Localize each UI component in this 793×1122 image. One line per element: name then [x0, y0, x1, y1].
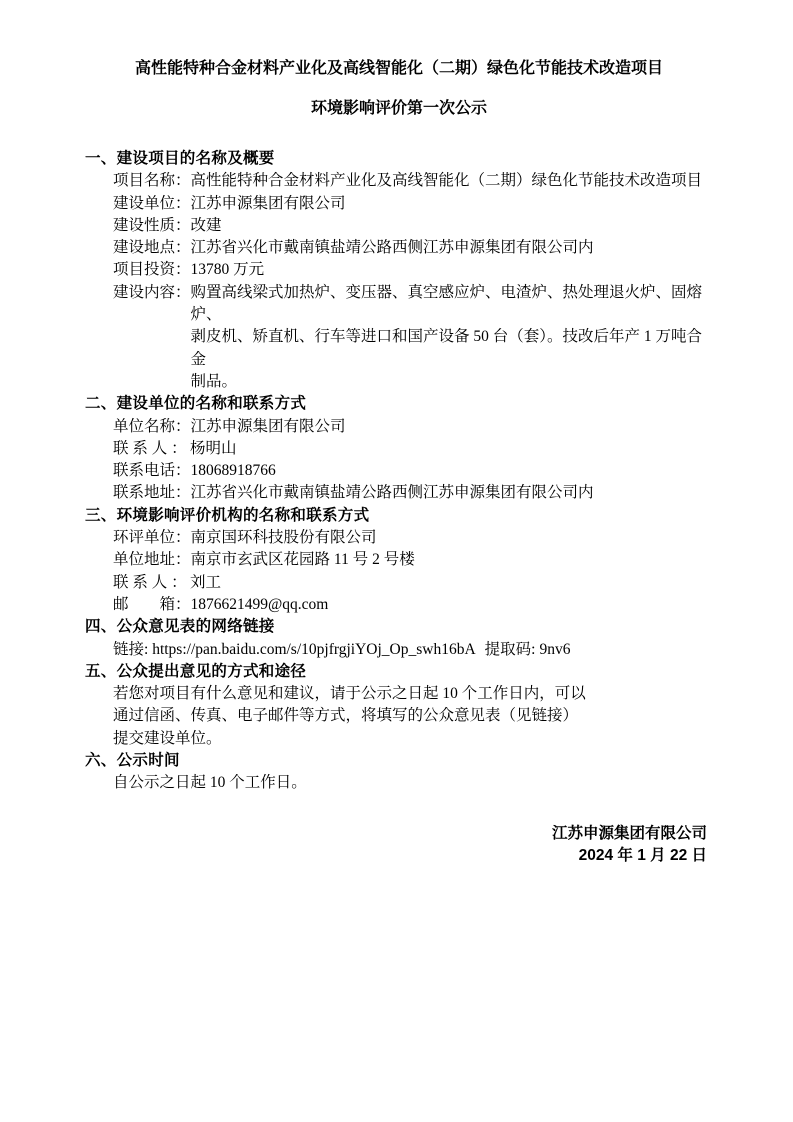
- field-eia-unit: [113, 527, 713, 549]
- section-6-number: 六、: [85, 752, 117, 770]
- field-value-multiline: [191, 282, 713, 393]
- field-label: 建设单位：: [113, 194, 191, 212]
- field-label: 项目名称：: [113, 172, 191, 190]
- section-4: [85, 616, 713, 661]
- extraction-code-value: 9nv6: [539, 640, 571, 658]
- paragraph-line: 自公示之日起 10 个工作日。: [113, 774, 307, 792]
- sections-container: [85, 148, 713, 795]
- section-5-heading: [85, 661, 713, 683]
- field-contact-person: [113, 438, 713, 460]
- field-value-line: 制品。: [190, 372, 238, 390]
- section-6-heading-text: 公示时间: [116, 752, 180, 770]
- signature-company: 江苏申源集团有限公司: [551, 824, 707, 842]
- section-6-heading: [85, 750, 713, 772]
- signature-block: [85, 823, 713, 868]
- section-2-heading: [85, 393, 713, 415]
- field-contact-address: [113, 482, 713, 504]
- field-label: 单位地址：: [113, 551, 191, 569]
- field-value-line: 购置高线梁式加热炉、变压器、真空感应炉、电渣炉、热处理退火炉、固熔炉、: [190, 283, 703, 324]
- field-label: 联 系 人 ：: [113, 573, 187, 591]
- field-label: 建设内容：: [113, 283, 191, 301]
- field-label: 联 系 人 ：: [113, 439, 187, 457]
- section-2-number: 二、: [85, 395, 117, 413]
- field-eia-unit-address: [113, 549, 713, 571]
- field-eia-contact-person: [113, 572, 713, 594]
- pan-link-line: [113, 639, 713, 661]
- extraction-code-label: 提取码:: [484, 640, 536, 658]
- field-value: 江苏省兴化市戴南镇盐靖公路西侧江苏申源集团有限公司内: [190, 484, 594, 502]
- field-label: 联系地址：: [113, 484, 191, 502]
- field-value: 江苏申源集团有限公司: [190, 417, 346, 435]
- link-prefix-label: 链接:: [113, 640, 153, 658]
- field-value: 1876621499@qq.com: [190, 595, 329, 613]
- section-4-heading: [85, 616, 713, 638]
- paragraph-line: 提交建设单位。: [113, 729, 222, 747]
- field-value: 改建: [190, 216, 222, 234]
- field-value: 南京市玄武区花园路 11 号 2 号楼: [190, 551, 415, 569]
- field-project-investment: [113, 259, 713, 281]
- doc-title-line-1: 高性能特种合金材料产业化及高线智能化（二期）绿色化节能技术改造项目: [134, 60, 663, 77]
- section-1: [85, 148, 713, 393]
- field-construction-site: [113, 237, 713, 259]
- section-5-heading-text: 公众提出意见的方式和途径: [116, 662, 307, 680]
- field-unit-name: [113, 416, 713, 438]
- pan-link-url[interactable]: https://pan.baidu.com/s/10pjfrgjiYOj_Op_swh16bA: [152, 640, 476, 658]
- field-label: 项目投资：: [113, 261, 191, 279]
- paragraph-line: 通过信函、传真、电子邮件等方式，将填写的公众意见表（见链接）: [113, 707, 579, 725]
- section-3-heading-text: 环境影响评价机构的名称和联系方式: [116, 506, 370, 524]
- section-5: [85, 661, 713, 750]
- field-label: 联系电话：: [113, 462, 191, 480]
- field-value: 南京国环科技股份有限公司: [190, 529, 377, 547]
- field-label: 单位名称：: [113, 417, 191, 435]
- field-value: 18068918766: [190, 462, 276, 480]
- section-3-number: 三、: [85, 506, 117, 524]
- section-2-heading-text: 建设单位的名称和联系方式: [116, 395, 307, 413]
- section-6: [85, 750, 713, 795]
- section-1-heading: [85, 148, 713, 170]
- paragraph-line: 若您对项目有什么意见和建议，请于公示之日起 10 个工作日内，可以: [113, 685, 586, 703]
- field-contact-phone: [113, 460, 713, 482]
- field-label: 环评单位：: [113, 529, 191, 547]
- opinion-method-paragraph: [113, 683, 713, 750]
- section-4-heading-text: 公众意见表的网络链接: [116, 618, 275, 636]
- section-4-number: 四、: [85, 618, 117, 636]
- field-construction-content: [113, 282, 713, 393]
- field-label: 建设地点：: [113, 239, 191, 257]
- signature-date: 2024 年 1 月 22 日: [578, 846, 707, 864]
- field-construction-unit: [113, 193, 713, 215]
- field-value: 杨明山: [190, 439, 237, 457]
- section-1-heading-text: 建设项目的名称及概要: [116, 150, 275, 167]
- field-value: 高性能特种合金材料产业化及高线智能化（二期）绿色化节能技术改造项目: [190, 172, 703, 190]
- field-value: 13780 万元: [190, 261, 265, 279]
- section-1-number: 一、: [85, 150, 117, 167]
- section-3: [85, 505, 713, 616]
- field-value: 江苏省兴化市戴南镇盐靖公路西侧江苏申源集团有限公司内: [190, 239, 594, 257]
- field-label: 邮 箱：: [113, 595, 191, 613]
- publicity-period-paragraph: [113, 772, 713, 794]
- field-construction-nature: [113, 215, 713, 237]
- field-project-name: [113, 170, 713, 192]
- doc-title-line-2: 环境影响评价第一次公示: [310, 100, 487, 117]
- field-label: 建设性质：: [113, 216, 191, 234]
- section-2: [85, 393, 713, 504]
- field-value: 刘工: [190, 573, 222, 591]
- field-value: 江苏申源集团有限公司: [190, 194, 346, 212]
- field-value-line: 剥皮机、矫直机、行车等进口和国产设备 50 台（套）。技改后年产 1 万吨合金: [190, 328, 703, 368]
- section-5-number: 五、: [85, 662, 117, 680]
- field-eia-email: [113, 594, 713, 616]
- section-3-heading: [85, 505, 713, 527]
